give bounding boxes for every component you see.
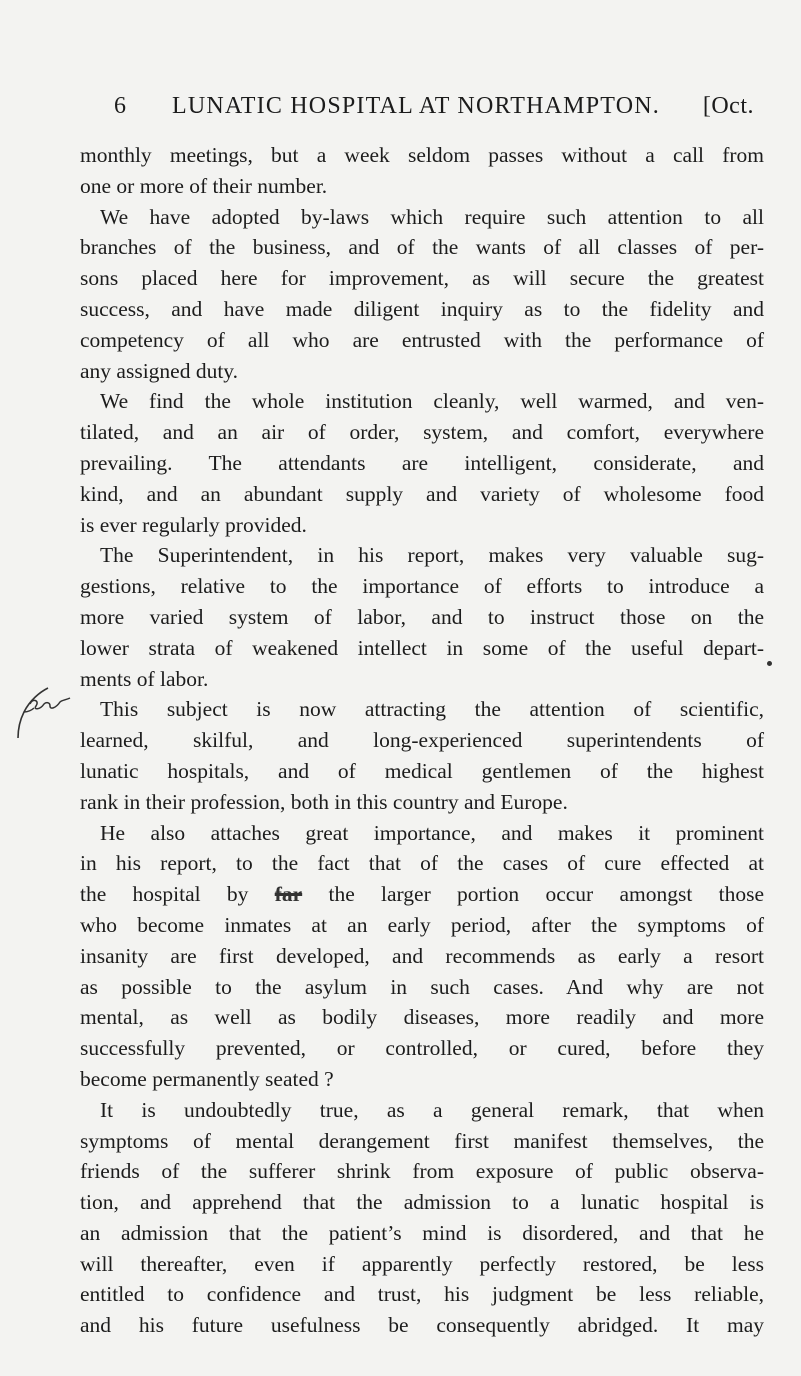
struck-word: far xyxy=(274,882,303,907)
text-line: will thereafter, even if apparently perfectly restored, be less xyxy=(80,1251,764,1276)
text-line: learned, skilful, and long-experienced superintendents of xyxy=(80,728,764,753)
text-line: is ever regularly provided. xyxy=(80,512,307,537)
text-line: in his report, to the fact that of the cases of cure effected at xyxy=(80,851,764,876)
text-line: ments of labor. xyxy=(80,666,209,691)
running-head xyxy=(114,93,754,127)
text-line: We find the whole institution cleanly, well warmed, and ven- xyxy=(100,389,764,414)
text-line: any assigned duty. xyxy=(80,358,239,383)
text-line: insanity are first developed, and recommends as early a resort xyxy=(80,943,764,968)
text-line: It is undoubtedly true, as a general remark, that when xyxy=(100,1097,764,1122)
handwritten-margin-note-icon xyxy=(0,660,80,750)
running-date: [Oct. xyxy=(702,93,754,119)
page-number: 6 xyxy=(114,93,127,119)
text-line: lower strata of weakened intellect in some of the useful depart- xyxy=(80,635,764,660)
running-title: LUNATIC HOSPITAL AT NORTHAMPTON. xyxy=(172,93,660,119)
text-line: an admission that the patient’s mind is disordered, and that he xyxy=(80,1220,764,1245)
text-line: one or more of their number. xyxy=(80,173,328,198)
text-line: become permanently seated ? xyxy=(80,1066,334,1091)
text-line: competency of all who are entrusted with the performance of xyxy=(80,327,764,352)
text-line: The Superintendent, in his report, makes very valuable sug- xyxy=(100,543,764,568)
text-line: who become inmates at an early period, after the symptoms of xyxy=(80,912,764,937)
text-line: mental, as well as bodily diseases, more readily and more xyxy=(80,1005,764,1030)
text-line: sons placed here for improvement, as will secure the greatest xyxy=(80,266,764,291)
text-line: This subject is now attracting the attention of scientific, xyxy=(100,697,764,722)
text-line: friends of the sufferer shrink from exposure of public observa- xyxy=(80,1159,764,1184)
text-line: rank in their profession, both in this country and Europe. xyxy=(80,789,568,814)
text-line: tilated, and an air of order, system, and comfort, everywhere xyxy=(80,420,764,445)
text-line: as possible to the asylum in such cases. And why are not xyxy=(80,974,764,999)
text-line: kind, and an abundant supply and variety of wholesome food xyxy=(80,481,764,506)
ink-speck xyxy=(767,661,772,666)
text-line: monthly meetings, but a week seldom passes without a call from xyxy=(80,143,764,167)
text-line: tion, and apprehend that the admission to a lunatic hospital is xyxy=(80,1190,764,1215)
body-text xyxy=(80,140,764,1341)
text-line: success, and have made diligent inquiry as to the fidelity and xyxy=(80,296,764,321)
text-line: prevailing. The attendants are intelligent, considerate, and xyxy=(80,450,764,475)
text-line: We have adopted by-laws which require such attention to all xyxy=(100,204,764,229)
line-start: the hospital by xyxy=(80,882,249,907)
text-line: successfully prevented, or controlled, or cured, before they xyxy=(80,1036,764,1061)
text-line: gestions, relative to the importance of efforts to introduce a xyxy=(80,574,764,599)
text-line-with-strikeout xyxy=(80,879,764,910)
text-line: entitled to confidence and trust, his judgment be less reliable, xyxy=(80,1282,764,1307)
text-line: He also attaches great importance, and makes it prominent xyxy=(100,820,764,845)
text-line: and his future usefulness be consequently abridged. It may xyxy=(80,1313,764,1338)
text-line: branches of the business, and of the wants of all classes of per- xyxy=(80,235,764,260)
text-line: symptoms of mental derangement first manifest themselves, the xyxy=(80,1128,764,1153)
text-line: lunatic hospitals, and of medical gentlemen of the highest xyxy=(80,758,764,783)
text-line: more varied system of labor, and to instruct those on the xyxy=(80,604,764,629)
line-tail: the larger portion occur amongst those xyxy=(328,882,764,907)
